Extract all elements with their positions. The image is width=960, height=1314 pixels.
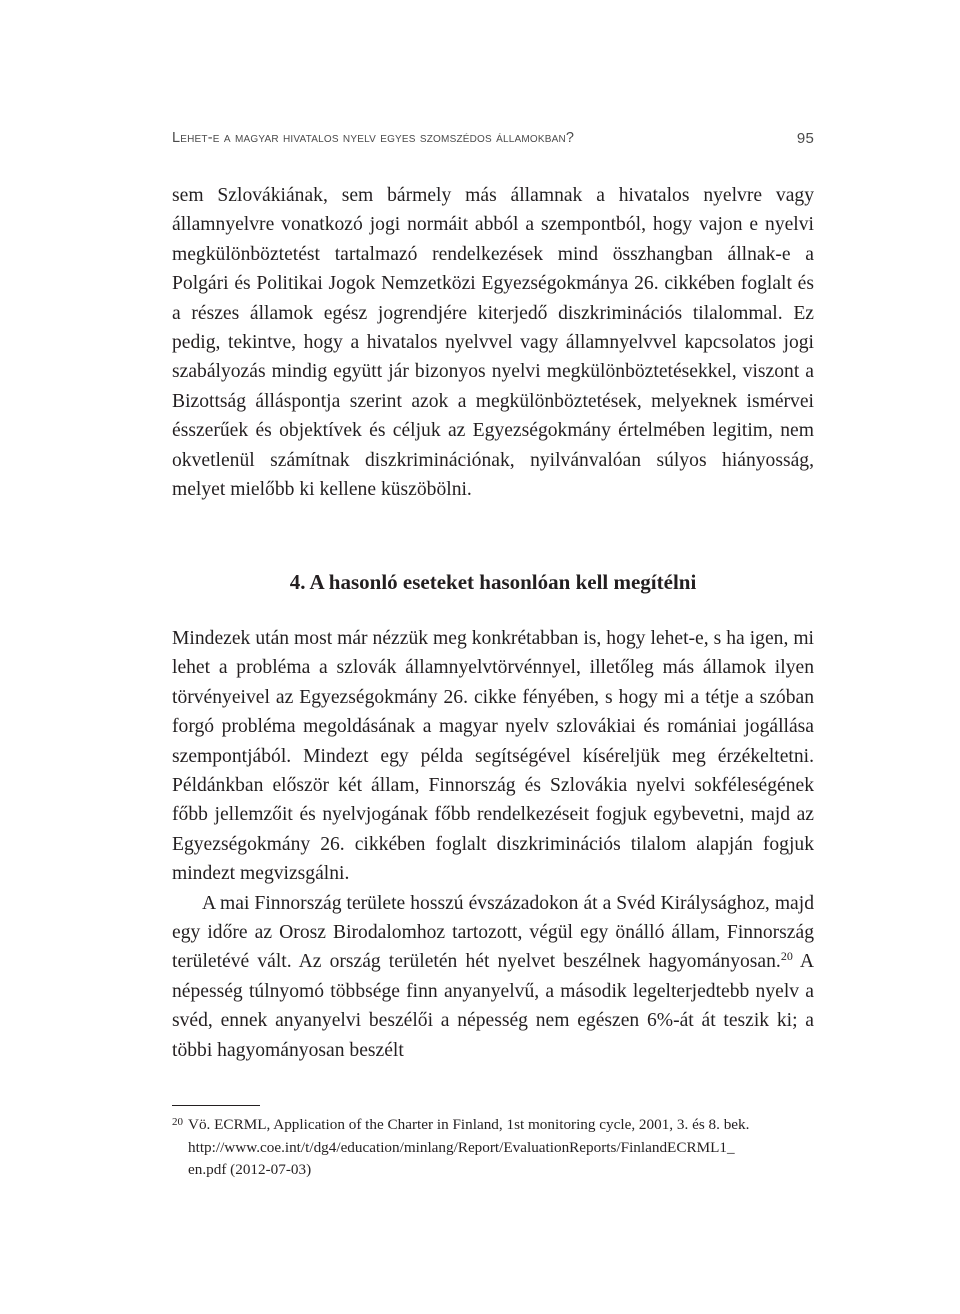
page-number: 95 (796, 130, 814, 147)
section-body (172, 624, 814, 1065)
running-head-title: Lehet-e a magyar hivatalos nyelv egyes szomszédos államokban? (172, 130, 575, 146)
paragraph-2-text-after-ref: A népesség túlnyomó többsége finn anyanyelvű, a második legelterjedtebb nyelv a svéd, ennek anyanyelvi beszélői a népesség nem egészen 6%-át át teszik ki; a többi hagyományosan beszélt (172, 951, 814, 1061)
section-paragraph-2 (172, 889, 814, 1065)
section-heading: 4. A hasonló eseteket hasonlóan kell megítélni (289, 570, 697, 594)
paragraph-continued: sem Szlovákiának, sem bármely más államnak a hivatalos nyelvre vagy államnyelvre vonatkozó jogi normáit abból a szempontból, hogy vajon e nyelvi megkülönböztetést tartalmazó rendelkezések mind összhangban állnak-e a Polgári és Politikai Jogok Nemzetközi Egyezségokmánya 26. cikkében foglalt és a részes államok egész jogrendjére kiterjedő diszkriminációs tilalommal. Ez pedig, tekintve, hogy a hivatalos nyelvvel vagy államnyelvvel kapcsolatos jogi szabályozás mindig együtt jár bizonyos nyelvi megkülönböztetésekkel, viszont a Bizottság álláspontja szerint azok a megkülönböztetések, melyeknek ismérvei ésszerűek és objektívek és céljuk az Egyezségokmány értelmében legitim, nem okvetlenül számítnak diszkriminációnak, nyilvánvalóan súlyos hiányosság, melyet mielőbb ki kellene küszöbölni. (172, 185, 814, 501)
footnote-line-1: Vö. ECRML, Application of the Charter in Finland, 1st monitoring cycle, 2001, 3. és 8. bek. (188, 1116, 750, 1133)
footnote-reference[interactable]: 20 (780, 949, 793, 964)
paragraph-2-text-before-ref: A mai Finnország területe hosszú évszázadokon át a Svéd Királysághoz, majd egy időre az Orosz Birodalomhoz tartozott, végül egy önálló állam, Finnország területévé vált. Az ország területén hét nyelvet beszélnek hagyományosan. (172, 892, 814, 973)
footnote-line-3: en.pdf (2012-07-03) (188, 1161, 312, 1178)
running-head (172, 130, 814, 154)
footnote (172, 1114, 814, 1182)
footnote-text (188, 1114, 814, 1182)
footnote-separator (172, 1105, 260, 1106)
section-paragraph-1: Mindezek után most már nézzük meg konkrétabban is, hogy lehet-e, s ha igen, mi lehet a probléma a szlovák államnyelvtörvénnyel, illetőleg más államok ilyen törvényeivel az Egyezségokmány 26. cikke fényében, s hogy mi a tétje a szóban forgó probléma megoldásának a magyar nyelv szlovákiai és romániai jogállása szempontjából. Mindezt egy példa segítségével kíséreljük meg érzékeltetni. Példánkban először két állam, Finnország és Szlovákia nyelvi sokféleségének főbb jellemzőit és nyelvjogának főbb rendelkezéseit fogjuk egybevetni, majd az Egyezségokmány 26. cikkében foglalt diszkriminációs tilalom alapján fogjuk mindezt megvizsgálni. (172, 628, 814, 885)
footnote-url[interactable]: http://www.coe.int/t/dg4/education/minlang/Report/EvaluationReports/FinlandECRML1_ (188, 1138, 735, 1156)
footnote-number: 20 (172, 1116, 183, 1128)
body-text-continued (172, 181, 814, 504)
